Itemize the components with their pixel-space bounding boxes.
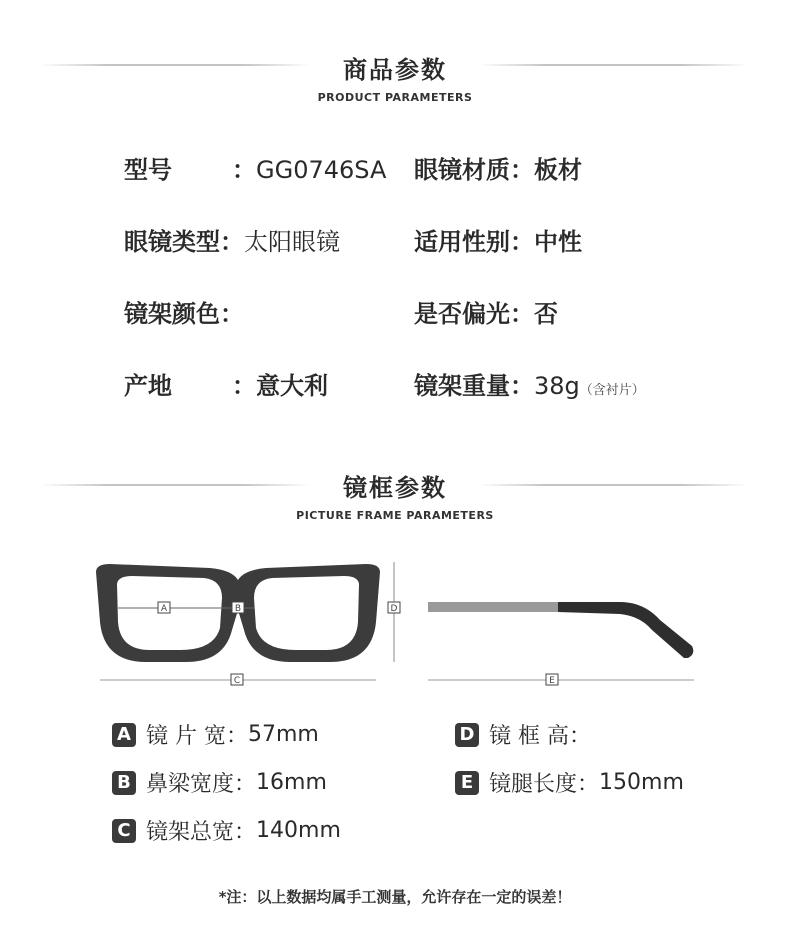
- param-label: 产地: [124, 372, 172, 400]
- measure-label: 镜 框 高：: [489, 724, 591, 749]
- measure-value: 140mm: [256, 818, 341, 843]
- param-note: （含衬片）: [579, 383, 645, 398]
- temple-metal-part: [428, 602, 560, 612]
- measurement-disclaimer: *注：以上数据均属手工测量，允许存在一定的误差！: [218, 888, 572, 906]
- badge-a: A: [112, 723, 136, 747]
- marker-b: B: [234, 604, 242, 614]
- right-lens: [254, 576, 359, 650]
- param-value: 太阳眼镜: [244, 228, 340, 256]
- param-value: 38g: [534, 372, 580, 400]
- measure-value: 150mm: [599, 770, 684, 795]
- marker-c: C: [233, 676, 241, 686]
- param-value: 否: [534, 300, 558, 328]
- product-params-header: [0, 50, 790, 104]
- param-color: [124, 294, 244, 329]
- param-type: [124, 222, 340, 257]
- measure-bridge-width: [112, 767, 327, 798]
- param-polarized: [414, 294, 558, 329]
- param-material: [414, 150, 582, 185]
- param-label: 适用性别：: [414, 228, 534, 256]
- temple-side-view: [428, 602, 693, 658]
- glasses-front-view: [96, 564, 380, 662]
- param-value: 中性: [534, 228, 582, 256]
- param-weight: [414, 366, 645, 401]
- section-title: 镜框参数: [343, 474, 447, 502]
- marker-d: D: [390, 604, 398, 614]
- measure-label: 鼻梁宽度：: [146, 772, 257, 797]
- param-label: 镜架颜色：: [124, 300, 244, 328]
- param-model: 型号 ：GG0746SA: [124, 150, 386, 185]
- param-label: 型号: [124, 156, 172, 184]
- measure-total-width: [112, 815, 341, 846]
- frame-params-header: [0, 468, 790, 522]
- marker-e: E: [549, 676, 555, 686]
- badge-d: D: [455, 723, 479, 747]
- param-label: 是否偏光：: [414, 300, 534, 328]
- measure-label: 镜腿长度：: [489, 772, 600, 797]
- param-gender: [414, 222, 582, 257]
- section-subtitle: PICTURE FRAME PARAMETERS: [296, 509, 494, 522]
- measure-value: 16mm: [256, 770, 327, 795]
- measure-label: 镜架总宽：: [146, 820, 257, 845]
- param-value: 板材: [534, 156, 582, 184]
- badge-c: C: [112, 819, 136, 843]
- param-value: GG0746SA: [256, 156, 387, 184]
- frame-diagram: [0, 550, 790, 700]
- section-subtitle: PRODUCT PARAMETERS: [317, 91, 473, 104]
- section-title: 商品参数: [343, 56, 447, 84]
- measure-frame-height: [455, 719, 591, 750]
- param-label: 镜架重量：: [414, 372, 534, 400]
- param-origin: 产地 ：意大利: [124, 366, 328, 401]
- measure-temple-length: [455, 767, 684, 798]
- measure-lens-width: [112, 719, 319, 750]
- measure-label: 镜 片 宽：: [146, 724, 248, 749]
- badge-b: B: [112, 771, 136, 795]
- marker-a: A: [160, 604, 168, 614]
- param-label: 眼镜材质：: [414, 156, 534, 184]
- param-label: 眼镜类型：: [124, 228, 244, 256]
- measure-value: 57mm: [248, 722, 319, 747]
- badge-e: E: [455, 771, 479, 795]
- temple-tip: [558, 602, 693, 658]
- param-value: 意大利: [256, 372, 328, 400]
